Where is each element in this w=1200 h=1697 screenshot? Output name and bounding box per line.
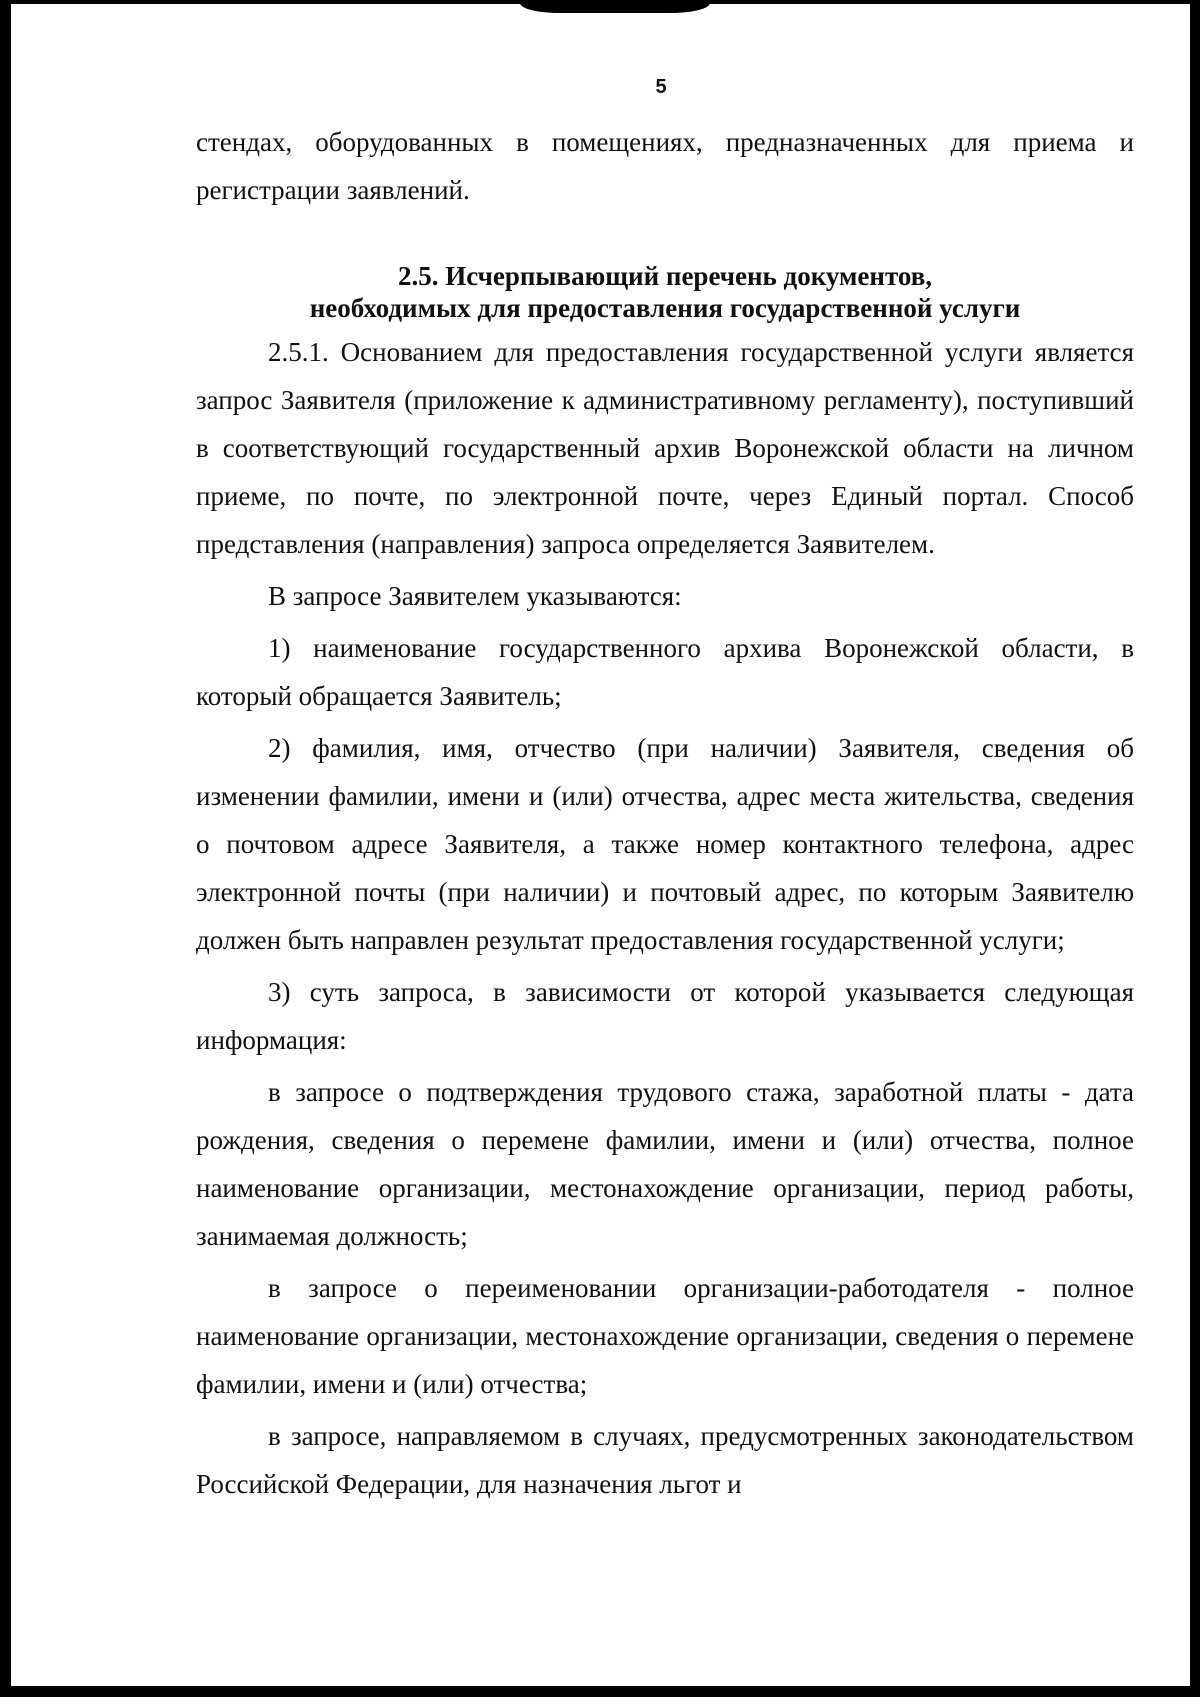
list-item-2: 2) фамилия, имя, отчество (при наличии) Заявителя, сведения об изменении фамилии, имени и (или) отчества, адрес места жительства, сведения о почтовом адресе Заявителя, а также номер контактного телефона, адрес электронной почты (при наличии) и почтовый адрес, по которым Заявителю должен быть направлен результат предоставления государственной услуги; <box>196 733 1134 955</box>
paragraph-2-5-1: 2.5.1. Основанием для предоставления государственной услуги является запрос Заявителя (приложение к административному регламенту), поступивший в соответствующий государственный архив Воронежской области на личном приеме, по почте, по электронной почте, через Единый портал. Способ представления (направления) запроса определяется Заявителем. <box>196 337 1134 559</box>
section-heading <box>196 260 1134 324</box>
scan-artifact-tab <box>520 0 710 13</box>
sub-item-employer-renaming: в запросе о переименовании организации-работодателя - полное наименование организации, местонахождение организации, сведения о перемене фамилии, имени и (или) отчества; <box>196 1273 1134 1399</box>
section-heading-line-1: 2.5. Исчерпывающий перечень документов, <box>397 261 933 291</box>
intro-paragraph: стендах, оборудованных в помещениях, предназначенных для приема и регистрации заявлений. <box>196 127 1134 205</box>
sub-item-benefits: в запросе, направляемом в случаях, предусмотренных законодательством Российской Федерации, для назначения льгот и <box>196 1421 1134 1499</box>
section-heading-line-2: необходимых для предоставления государственной услуги <box>309 293 1021 323</box>
sub-item-work-experience: в запросе о подтверждения трудового стажа, заработной платы - дата рождения, сведения о перемене фамилии, имени и (или) отчества, полное наименование организации, местонахождение организации, период работы, занимаемая должность; <box>196 1077 1134 1251</box>
list-item-3: 3) суть запроса, в зависимости от которой указывается следующая информация: <box>196 977 1134 1055</box>
document-body <box>196 118 1134 1508</box>
paragraph-request-contents: В запросе Заявителем указываются: <box>268 581 682 611</box>
list-item-1: 1) наименование государственного архива Воронежской области, в который обращается Заявитель; <box>196 633 1134 711</box>
page-number: 5 <box>655 76 667 98</box>
